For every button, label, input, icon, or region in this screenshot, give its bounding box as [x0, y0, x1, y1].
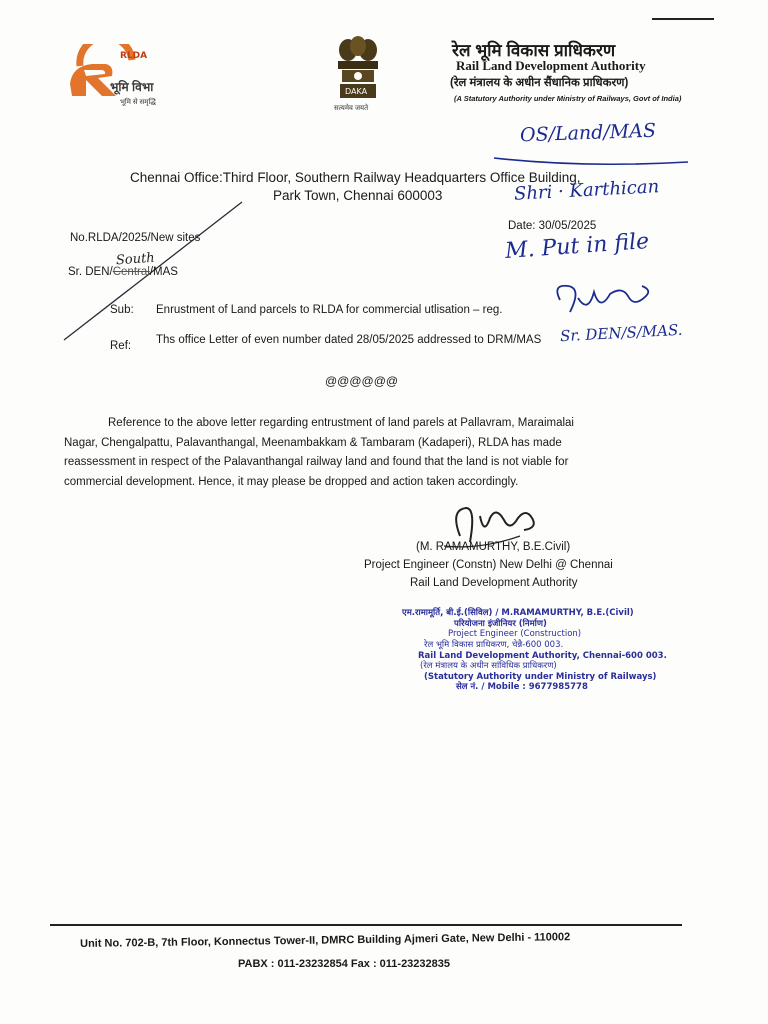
handwritten-put-in-file: M. Put in file — [504, 228, 650, 265]
footer-address: Unit No. 702-B, 7th Floor, Konnectus Tower-II, DMRC Building Ajmeri Gate, New Delhi - 110002 — [80, 931, 571, 950]
reference-number: No.RLDA/2025/New sites — [70, 232, 201, 244]
org-english-title: Rail Land Development Authority — [456, 58, 646, 73]
svg-text:RLDA: RLDA — [120, 51, 148, 61]
svg-text:DAKA: DAKA — [345, 87, 368, 96]
handwritten-south: South — [115, 250, 156, 269]
top-rule — [652, 18, 714, 20]
logo-tagline: भूमि से समृद्धि — [120, 99, 156, 106]
addressee-prefix: Sr. DEN/ — [68, 266, 113, 278]
handwritten-name-note: Shri · Karthican — [513, 176, 660, 205]
stamp-line: (रेल मंत्रालय के अधीन सांविधिक प्राधिकरण) — [420, 661, 557, 672]
stamp-line: (Statutory Authority under Ministry of Railways) — [424, 671, 657, 682]
handwritten-file-note: OS/Land/MAS — [519, 119, 657, 147]
handwritten-sen-note: Sr. DEN/S/MAS. — [559, 320, 683, 346]
footer-phone: PABX : 011-23232854 Fax : 011-23232835 — [238, 958, 451, 970]
subject-label: Sub: — [110, 304, 134, 316]
official-stamp — [400, 608, 667, 693]
ref-label: Ref: — [110, 340, 132, 352]
letter-body — [64, 414, 704, 492]
signatory-designation: Project Engineer (Constn) New Delhi @ Chennai — [364, 559, 613, 571]
stamp-line: परियोजना इंजीनियर (निर्माण) — [454, 618, 547, 629]
stamp-line: रेल भूमि विकास प्राधिकरण, चेन्नै-600 003. — [424, 639, 564, 650]
footer-rule — [50, 924, 682, 926]
office-address-line2: Park Town, Chennai 600003 — [273, 188, 443, 203]
emblem-text: सत्यमेव जयते — [334, 105, 369, 112]
signatory-name: (M. RAMAMURTHY, B.E.Civil) — [416, 541, 571, 553]
stamp-line: सेल नं. / Mobile : 9677985778 — [456, 682, 588, 693]
addressee-struck: Central — [112, 266, 150, 278]
office-address-line1: Chennai Office:Third Floor, Southern Railway Headquarters Office Building, — [130, 170, 581, 185]
body-line: reassessment in respect of the Palavanthangal railway land and found that the land is not viable for — [64, 456, 569, 468]
org-hindi-title: रेल भूमि विकास प्राधिकरण — [452, 41, 616, 60]
addressee-suffix: /MAS — [149, 266, 178, 278]
org-sub-english: (A Statutory Authority under Ministry of Railways, Govt of India) — [454, 94, 682, 103]
stamp-line: एम.रामामूर्ति, बी.ई.(सिविल) / M.RAMAMURTHY, B.E.(Civil) — [402, 608, 634, 618]
org-sub-hindi: (रेल मंत्रालय के अधीन सैंधानिक प्राधिकरण) — [450, 77, 629, 89]
handwritten-initials — [548, 278, 658, 322]
separator: @@@@@@ — [325, 374, 399, 388]
logo-hindi: भूमि विभा — [110, 80, 154, 94]
handwritten-underline — [492, 150, 692, 170]
stamp-line: Project Engineer (Construction) — [448, 629, 582, 640]
reference-text: Ths office Letter of even number dated 28/05/2025 addressed to DRM/MAS — [156, 334, 542, 346]
signatory-organisation: Rail Land Development Authority — [410, 577, 578, 589]
subject-text: Enrustment of Land parcels to RLDA for commercial utlisation – reg. — [156, 304, 503, 316]
lion-capital-icon — [330, 34, 386, 104]
body-line: commercial development. Hence, it may please be dropped and action taken accordingly. — [64, 475, 519, 488]
letter-date: Date: 30/05/2025 — [508, 220, 597, 232]
stamp-line: Rail Land Development Authority, Chennai-600 003. — [418, 650, 667, 661]
rlda-logo — [62, 44, 172, 110]
national-emblem — [330, 34, 386, 116]
body-line: Nagar, Chengalpattu, Palavanthangal, Meenambakkam & Tambaram (Kadaperi), RLDA has made — [64, 436, 562, 449]
body-line: Reference to the above letter regarding entrustment of land parels at Pallavram, Maraimalai — [108, 417, 574, 429]
